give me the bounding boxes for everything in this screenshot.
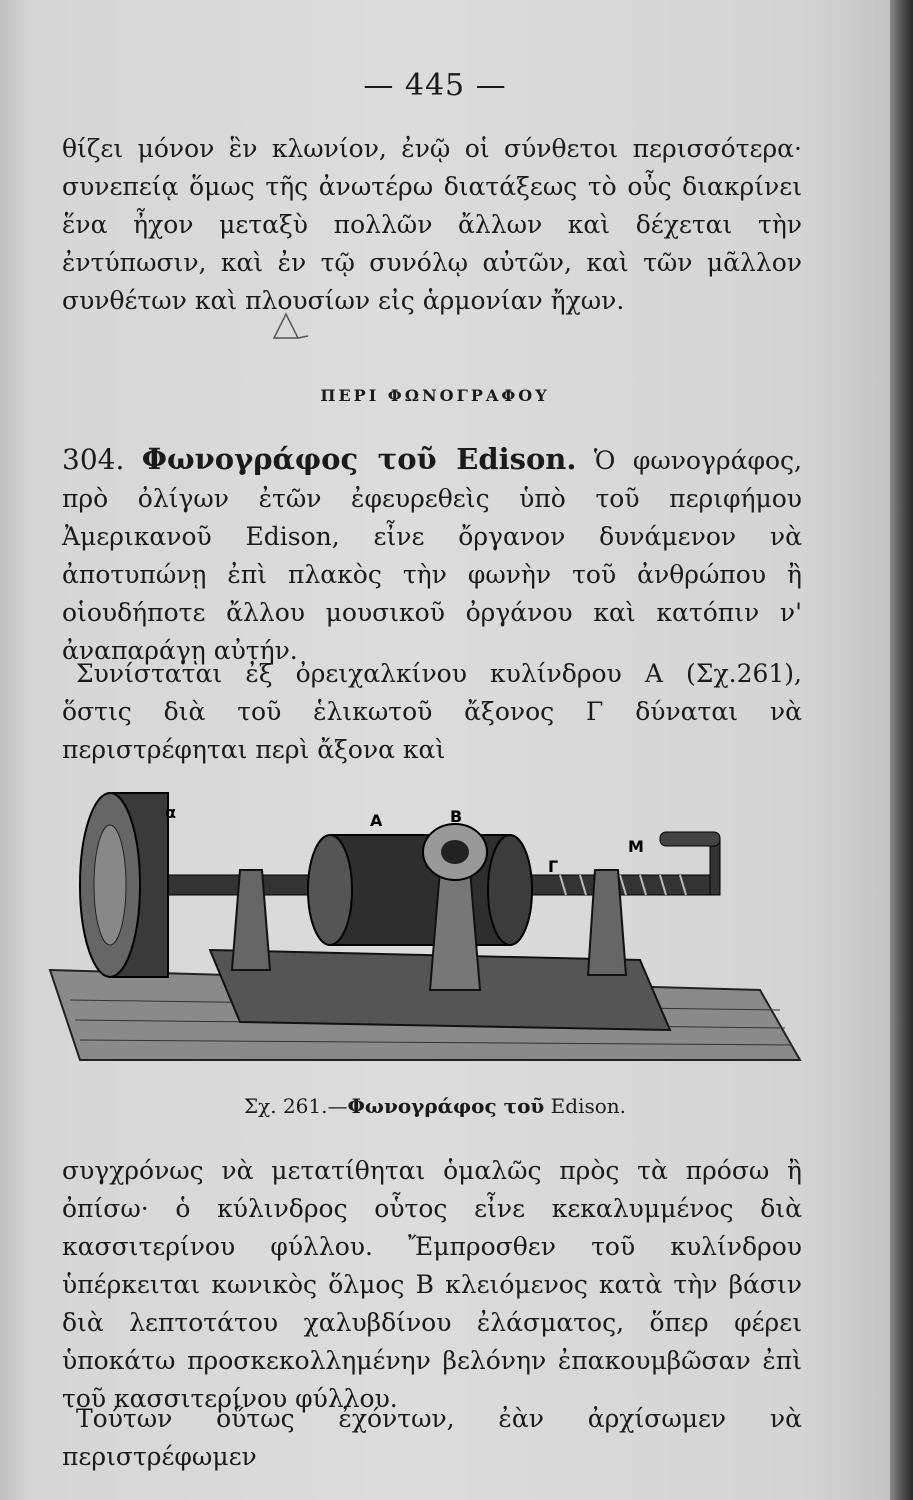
section-text: Ὁ φωνογράφος, πρὸ ὀλίγων ἐτῶν ἐφευρεθεὶς ὑπὸ τοῦ περιφήμου Ἀμερικανοῦ Edison, εἶνε ὄργανον δυνάμενον νὰ ἀποτυπώνῃ ἐπὶ πλακὸς τὴν φωνὴν τοῦ ἀνθρώπου ἢ οἱουδήποτε ἄλλου μουσικοῦ ὀργάνου καὶ κατόπιν ν' ἀναπαράγῃ αὐτήν. — [62, 446, 802, 665]
paragraph-final: Τούτων οὕτως ἐχόντων, ἐὰν ἀρχίσωμεν νὰ περιστρέφωμεν — [62, 1404, 802, 1471]
label-M: M — [628, 837, 644, 856]
paragraph-description: συγχρόνως νὰ μετατίθηται ὁμαλῶς πρὸς τὰ πρόσω ἢ ὀπίσω· ὁ κύλινδρος οὗτος εἶνε κεκαλυμμένος διὰ κασσιτερίνου φύλλου. Ἔμπροσθεν τοῦ κυλίνδρου ὑπέρκειται κωνικὸς ὅλμος Β κλειόμενος κατὰ τὴν βάσιν διὰ λεπτοτάτου χαλυβδίνου ἐλάσματος, ὅπερ φέρει ὑποκάτω προσκεκολλημένην βελόνην ἐπακουμβῶσαν ἐπὶ τοῦ κασσιτερίνου φύλλου. — [62, 1156, 802, 1413]
book-spine-shadow — [890, 0, 913, 1500]
label-a: α — [165, 803, 176, 822]
section-title: Φωνογράφος τοῦ Edison. — [141, 442, 577, 476]
paragraph-continuation: θίζει μόνον ἓν κλωνίον, ἐνῷ οἱ σύνθετοι περισσότερα· συνεπείᾳ ὅμως τῆς ἀνωτέρω διατάξεως τὸ οὖς διακρίνει ἕνα ἦχον μεταξὺ πολλῶν ἄλλων καὶ δέχεται τὴν ἐντύπωσιν, καὶ ἐν τῷ συνόλῳ αὐτῶν, καὶ τῶν μᾶλλον συνθέτων καὶ πλουσίων εἰς ἁρμονίαν ἤχων. — [62, 134, 802, 315]
handwritten-mark — [268, 308, 318, 344]
section-number: 304. — [62, 443, 125, 476]
label-A: A — [370, 811, 383, 830]
section-heading: ΠΕΡΙ ΦΩΝΟΓΡΑΦΟΥ — [320, 386, 550, 405]
page-number: — 445 — — [363, 68, 507, 103]
mouthpiece-stand — [430, 870, 480, 990]
crank-handle — [660, 832, 720, 846]
paragraph-construction: Συνίσταται ἐξ ὀρειχαλκίνου κυλίνδρου Α (Σχ.261), ὅστις διὰ τοῦ ἑλικωτοῦ ἄξονος Γ δύναται νὰ περιστρέφηται περὶ ἄξονα καὶ — [62, 659, 802, 764]
caption-prefix: Σχ. 261.— — [243, 1094, 348, 1118]
figure-caption — [0, 1094, 870, 1118]
caption-bold: Φωνογράφος τοῦ — [347, 1094, 545, 1118]
section-304-paragraph — [62, 440, 802, 670]
crank-arm — [710, 840, 720, 895]
caption-suffix: Edison. — [544, 1094, 627, 1118]
label-G: Γ — [548, 857, 559, 876]
phonograph-illustration — [40, 760, 820, 1090]
label-B: B — [450, 807, 463, 826]
